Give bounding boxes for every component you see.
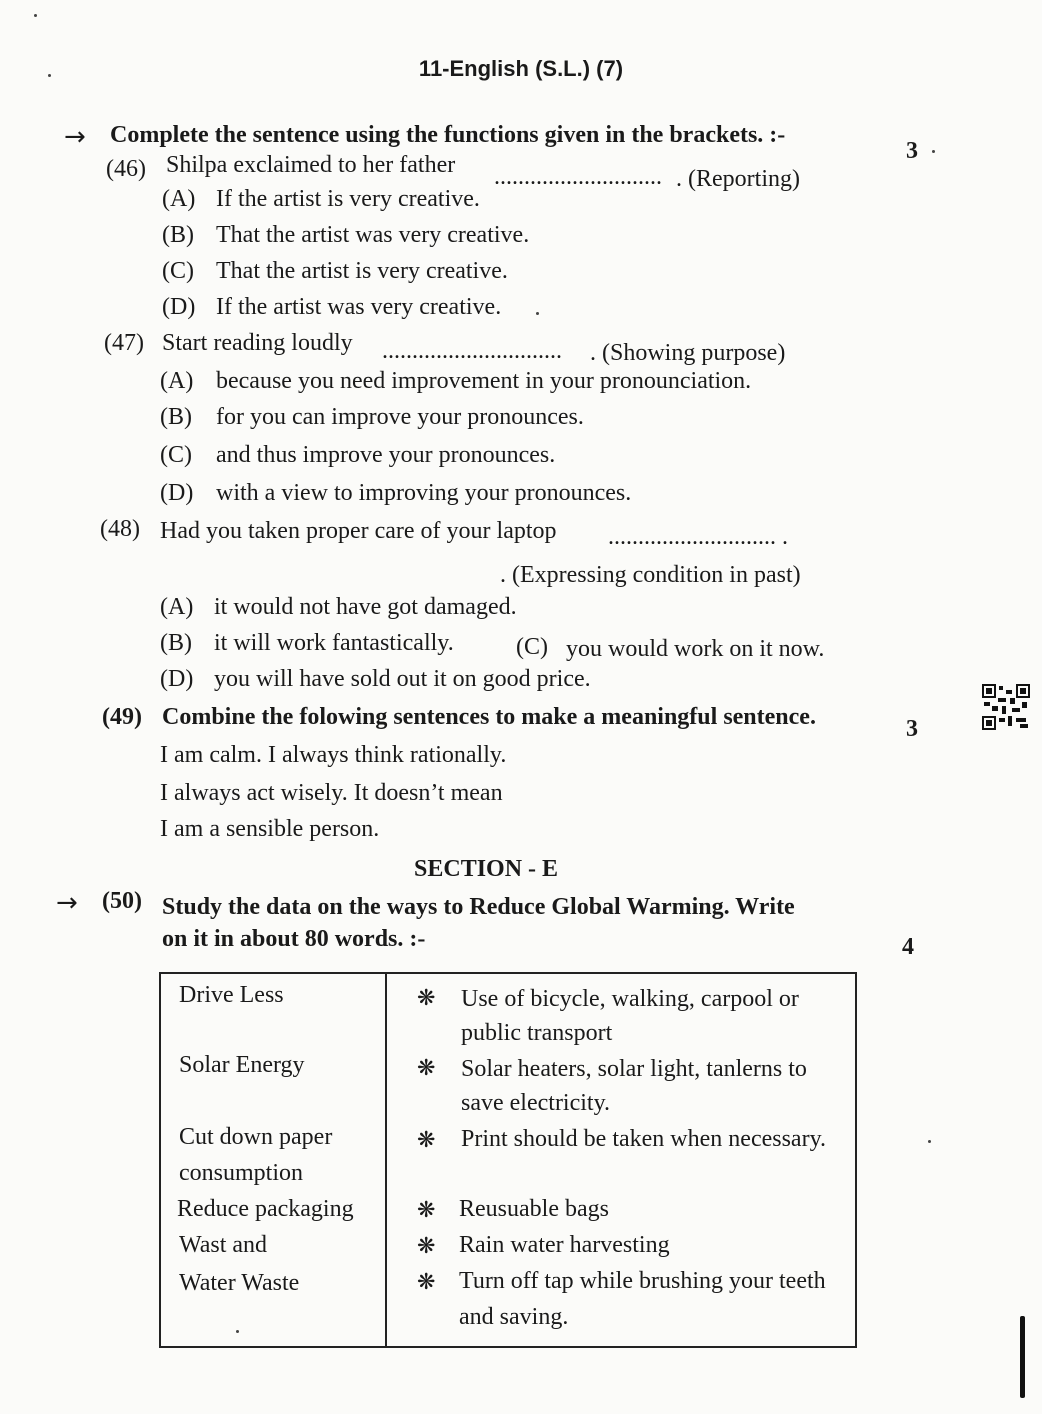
- option-label: (B): [162, 222, 194, 248]
- table-left-cell: Wast and: [179, 1232, 268, 1258]
- arrow-marker: →: [64, 122, 86, 152]
- question-number: (46): [106, 156, 146, 182]
- table-right-cell: Solar heaters, solar light, tanlerns to: [461, 1056, 807, 1082]
- bullet-icon: ❋: [417, 986, 436, 1011]
- option-text: because you need improvement in your pronounciation.: [216, 368, 752, 394]
- table-right-cell: Print should be taken when necessary.: [461, 1126, 827, 1152]
- question-number: (48): [100, 516, 140, 542]
- question-instruction-cont: on it in about 80 words. :-: [162, 926, 426, 952]
- scan-mark: [1020, 1316, 1025, 1398]
- table-right-cell: Reusuable bags: [459, 1196, 609, 1222]
- answer-blank: ..............................: [382, 338, 562, 364]
- option-label: (C): [160, 442, 192, 468]
- table-left-cell: Water Waste: [179, 1270, 300, 1296]
- option-label: (B): [160, 630, 192, 656]
- option-label: (D): [160, 666, 194, 692]
- option-text: and thus improve your pronounces.: [216, 442, 556, 468]
- question-number: (49): [102, 704, 142, 730]
- scan-speck: [236, 1330, 239, 1333]
- scan-speck: [932, 150, 935, 153]
- function-label: . (Showing purpose): [590, 340, 786, 366]
- question-number: (50): [102, 888, 142, 914]
- option-text: That the artist is very creative.: [216, 258, 508, 284]
- marks-label: 4: [902, 934, 914, 960]
- table-right-cell: public transport: [461, 1020, 613, 1046]
- bullet-icon: ❋: [417, 1198, 436, 1223]
- option-text: you will have sold out it on good price.: [214, 666, 591, 692]
- marks-label: 3: [906, 716, 918, 742]
- option-text: If the artist is very creative.: [216, 186, 480, 212]
- table-right-cell: and saving.: [459, 1304, 569, 1330]
- function-label: . (Reporting): [676, 166, 800, 192]
- question-instruction: Combine the folowing sentences to make a meaningful sentence.: [162, 704, 816, 730]
- bullet-icon: ❋: [417, 1234, 436, 1259]
- option-text: for you can improve your pronounces.: [216, 404, 584, 430]
- global-warming-table: [159, 972, 857, 1348]
- answer-blank: ............................: [494, 164, 662, 190]
- table-right-cell: save electricity.: [461, 1090, 611, 1116]
- question-instruction: Study the data on the ways to Reduce Global Warming. Write: [162, 894, 795, 920]
- option-label: (A): [160, 368, 194, 394]
- table-right-cell: Rain water harvesting: [459, 1232, 670, 1258]
- option-text: with a view to improving your pronounces.: [216, 480, 632, 506]
- marks-label: 3: [906, 138, 918, 164]
- scan-speck: [928, 1140, 931, 1143]
- table-left-cell: Solar Energy: [179, 1052, 305, 1078]
- qr-code-icon: [982, 684, 1030, 730]
- option-label: (B): [160, 404, 192, 430]
- question-number: (47): [104, 330, 144, 356]
- option-text: it will work fantastically.: [214, 630, 454, 656]
- combine-line: I always act wisely. It doesn’t mean: [160, 780, 503, 806]
- option-label: (C): [516, 634, 548, 660]
- option-label: (C): [162, 258, 194, 284]
- page-header: 11-English (S.L.) (7): [418, 56, 624, 81]
- option-text: If the artist was very creative.: [216, 294, 502, 320]
- table-left-cell: Cut down paper: [179, 1124, 333, 1150]
- combine-line: I am a sensible person.: [160, 816, 380, 842]
- table-divider: [385, 974, 387, 1346]
- function-label: . (Expressing condition in past): [500, 562, 801, 588]
- bullet-icon: ❋: [417, 1128, 436, 1153]
- scan-speck: [48, 74, 51, 77]
- option-text: it would not have got damaged.: [214, 594, 517, 620]
- scan-speck: [34, 14, 37, 17]
- question-stem: Had you taken proper care of your laptop: [160, 518, 557, 544]
- option-label: (D): [162, 294, 196, 320]
- section-heading: SECTION - E: [414, 856, 559, 882]
- option-text: That the artist was very creative.: [216, 222, 530, 248]
- table-right-cell: Turn off tap while brushing your teeth: [459, 1268, 826, 1294]
- arrow-marker: →: [56, 888, 78, 918]
- table-left-cell: Drive Less: [179, 982, 284, 1008]
- option-label: (D): [160, 480, 194, 506]
- table-left-cell: consumption: [179, 1160, 303, 1186]
- option-label: (A): [162, 186, 196, 212]
- bullet-icon: ❋: [417, 1270, 436, 1295]
- answer-blank: ............................ .: [608, 524, 788, 550]
- question-stem: Shilpa exclaimed to her father: [166, 152, 456, 178]
- table-right-cell: Use of bicycle, walking, carpool or: [461, 986, 799, 1012]
- bullet-icon: ❋: [417, 1056, 436, 1081]
- combine-line: I am calm. I always think rationally.: [160, 742, 507, 768]
- instruction-heading: Complete the sentence using the functions given in the brackets. :-: [110, 122, 786, 148]
- table-left-cell: Reduce packaging: [177, 1196, 354, 1222]
- option-text: you would work on it now.: [566, 636, 825, 662]
- option-label: (A): [160, 594, 194, 620]
- scan-speck: [536, 312, 539, 315]
- question-stem: Start reading loudly: [162, 330, 353, 356]
